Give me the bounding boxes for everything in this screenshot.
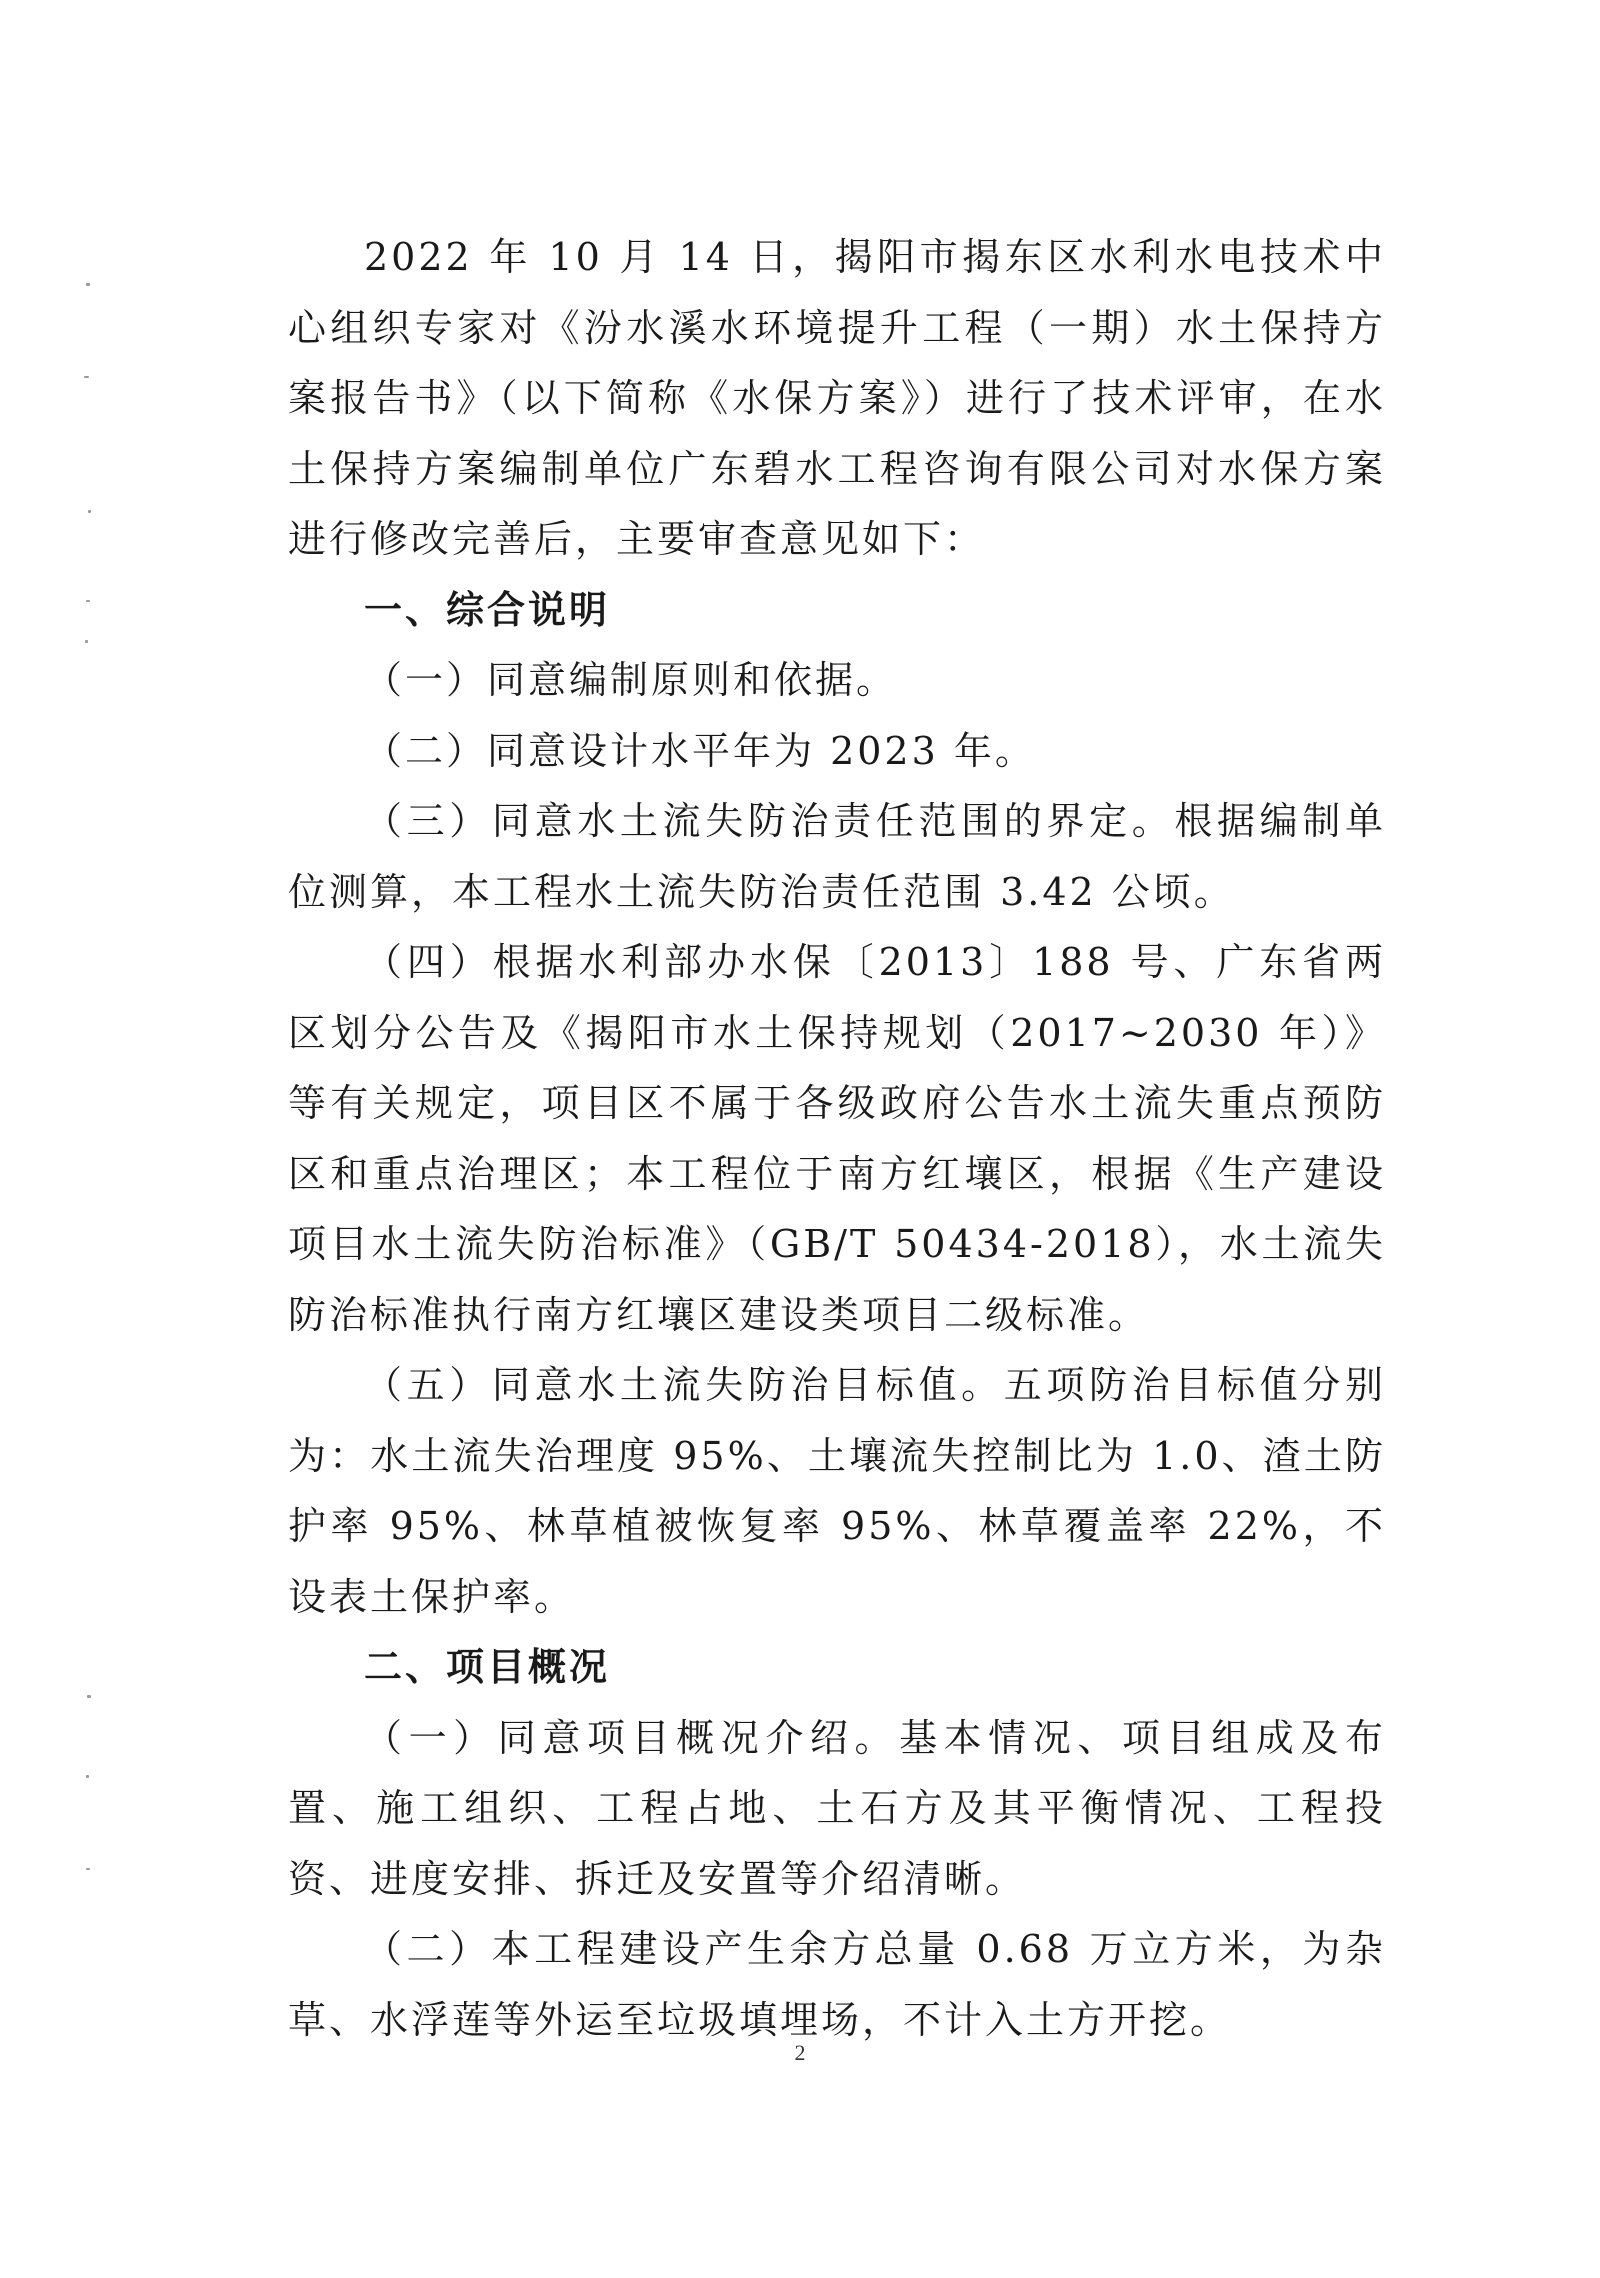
general-item-1: （一）同意编制原则和依据。	[364, 658, 898, 702]
section-heading-project: 二、项目概况	[364, 1645, 611, 1689]
scan-mark	[87, 1695, 91, 1698]
general-item-5: （五）同意水土流失防治目标值。五项防治目标值分别为：水土流失治理度 95%、土壤流失控制比为 1.0、渣土防护率 95%、林草植被恢复率 95%、林草覆盖率 22%，不设表土保护率。	[288, 1363, 1386, 1619]
scan-mark	[86, 600, 90, 602]
project-item-2: （二）本工程建设产生余方总量 0.68 万立方米，为杂草、水浮莲等外运至垃圾填埋场，不计入土方开挖。	[288, 1927, 1386, 2042]
scan-mark	[86, 1868, 90, 1870]
section-heading-general: 一、综合说明	[364, 587, 611, 632]
scan-mark	[85, 640, 88, 643]
scan-mark	[86, 1775, 89, 1778]
general-item-4: （四）根据水利部办水保〔2013〕188 号、广东省两区划分公告及《揭阳市水土保持规划（2017~2030 年）》等有关规定，项目区不属于各级政府公告水土流失重点预防区和重点治理区；本工程位于南方红壤区，根据《生产建设项目水土流失防治标准》（GB/T 50434-2018），水土流失防治标准执行南方红壤区建设类项目二级标准。	[288, 940, 1386, 1337]
document-body	[288, 222, 1386, 2055]
general-item-3: （三）同意水土流失防治责任范围的界定。根据编制单位测算，本工程水土流失防治责任范围 3.42 公顷。	[288, 799, 1386, 914]
intro-paragraph: 2022 年 10 月 14 日，揭阳市揭东区水利水电技术中心组织专家对《汾水溪水环境提升工程（一期）水土保持方案报告书》（以下简称《水保方案》）进行了技术评审，在水土保持方案编制单位广东碧水工程咨询有限公司对水保方案进行修改完善后，主要审查意见如下：	[288, 235, 1386, 561]
scan-mark	[84, 376, 89, 378]
page-number: 2	[794, 2040, 806, 2065]
general-item-2: （二）同意设计水平年为 2023 年。	[364, 728, 1036, 773]
project-item-1: （一）同意项目概况介绍。基本情况、项目组成及布置、施工组织、工程占地、土石方及其平衡情况、工程投资、进度安排、拆迁及安置等介绍清晰。	[288, 1715, 1386, 1901]
scan-mark	[86, 283, 90, 286]
scan-mark	[88, 510, 91, 513]
